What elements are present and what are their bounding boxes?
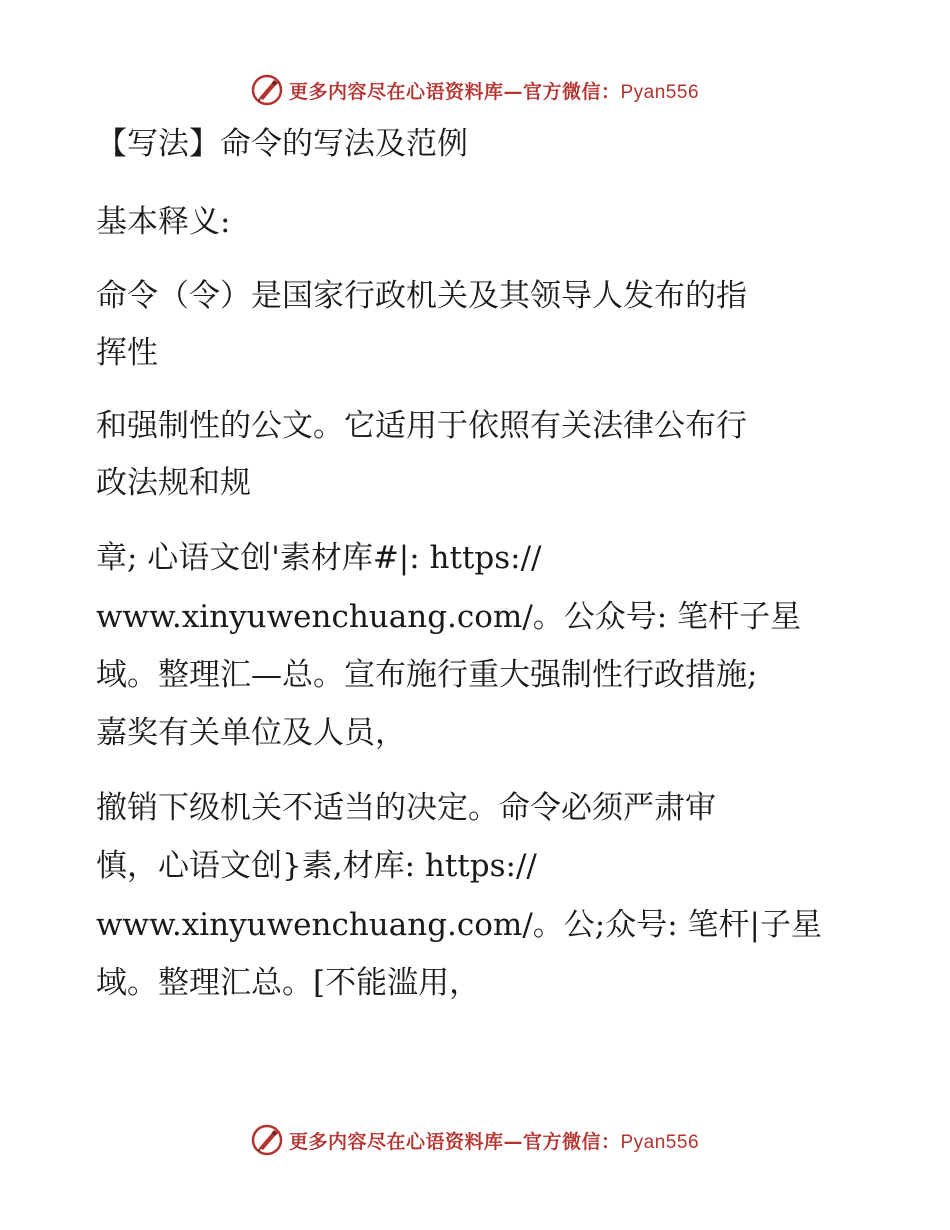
footer-banner-label: 更多内容尽在心语资料库—官方微信： — [288, 1130, 621, 1153]
header-banner-label: 更多内容尽在心语资料库—官方微信： — [288, 80, 621, 103]
paragraph-line-6: 章; 心语文创'素材库#|: https:// — [96, 540, 542, 576]
footer-banner-inner — [251, 1124, 699, 1156]
paragraph-line-5: 政法规和规 — [96, 465, 251, 501]
paragraph-line-7: www.xinyuwenchuang.com/。公众号: 笔杆子星 — [96, 599, 802, 635]
paragraph-line-2: 命令（令）是国家行政机关及其领导人发布的指 — [96, 278, 747, 314]
paragraph-line-9: 嘉奖有关单位及人员， — [96, 715, 406, 751]
footer-banner-wechat: Pyan556 — [620, 1131, 700, 1153]
paragraph-line-13: 域。整理汇总。[不能滥用， — [96, 965, 481, 1001]
header-banner-inner — [251, 74, 699, 106]
pen-logo-icon — [251, 1124, 283, 1156]
paragraph-line-4: 和强制性的公文。它适用于依照有关法律公布行 — [96, 408, 747, 444]
header-banner-wechat: Pyan556 — [620, 81, 700, 103]
paragraph-line-3: 挥性 — [96, 335, 158, 371]
header-banner-text — [289, 77, 699, 104]
paragraph-line-1: 基本释义: — [96, 204, 231, 240]
footer-banner-text — [289, 1127, 699, 1154]
paragraph-line-10: 撤销下级机关不适当的决定。命令必须严肃审 — [96, 790, 716, 826]
paragraph-line-12: www.xinyuwenchuang.com/。公;众号: 笔杆|子星 — [96, 907, 822, 943]
paragraph-line-11: 慎，心语文创}素,材库: https:// — [96, 848, 537, 884]
paragraph-line-8: 域。整理汇—总。宣布施行重大强制性行政措施; — [96, 657, 758, 693]
document-title: 【写法】命令的写法及范例 — [96, 126, 468, 162]
footer-banner — [0, 1120, 950, 1160]
header-banner — [0, 70, 950, 110]
pen-logo-icon — [251, 74, 283, 106]
